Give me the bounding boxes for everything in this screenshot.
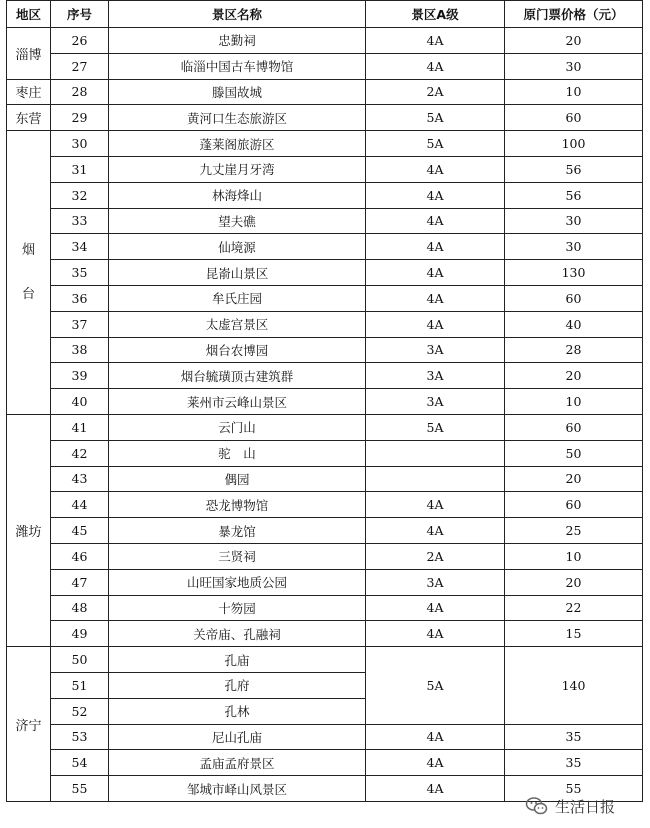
table-row (7, 440, 643, 466)
number-cell: 43 (51, 466, 109, 492)
table-row (7, 234, 643, 260)
number-cell: 38 (51, 337, 109, 363)
table-row (7, 518, 643, 544)
price-cell: 60 (505, 492, 643, 518)
number-cell: 30 (51, 131, 109, 157)
price-cell: 15 (505, 621, 643, 647)
table-row (7, 414, 643, 440)
price-cell: 25 (505, 518, 643, 544)
region-cell: 淄博 (7, 28, 51, 80)
a-grade-cell: 4A (366, 53, 505, 79)
scenic-price-table (6, 0, 643, 802)
scenic-name-cell: 邹城市峄山风景区 (109, 776, 366, 802)
table-row (7, 750, 643, 776)
scenic-name-cell: 尼山孔庙 (109, 724, 366, 750)
price-cell: 100 (505, 131, 643, 157)
price-cell: 130 (505, 260, 643, 286)
number-cell: 49 (51, 621, 109, 647)
a-grade-cell: 4A (366, 311, 505, 337)
price-cell: 22 (505, 595, 643, 621)
number-cell: 28 (51, 79, 109, 105)
scenic-name-cell: 望夫礁 (109, 208, 366, 234)
scenic-name-cell: 莱州市云峰山景区 (109, 389, 366, 415)
a-grade-cell: 4A (366, 621, 505, 647)
header-number: 序号 (51, 1, 109, 28)
scenic-name-cell: 忠勤祠 (109, 28, 366, 54)
price-cell: 140 (505, 647, 643, 724)
a-grade-cell: 4A (366, 750, 505, 776)
table-row (7, 28, 643, 54)
number-cell: 48 (51, 595, 109, 621)
a-grade-cell: 3A (366, 363, 505, 389)
scenic-name-cell: 云门山 (109, 414, 366, 440)
region-char: 烟 (21, 242, 35, 258)
table-row (7, 182, 643, 208)
header-a-grade: 景区A级 (366, 1, 505, 28)
table-row (7, 53, 643, 79)
a-grade-cell: 4A (366, 28, 505, 54)
price-cell: 10 (505, 543, 643, 569)
table-row (7, 466, 643, 492)
scenic-name-cell: 山旺国家地质公园 (109, 569, 366, 595)
number-cell: 46 (51, 543, 109, 569)
price-cell: 35 (505, 750, 643, 776)
table-row (7, 543, 643, 569)
number-cell: 27 (51, 53, 109, 79)
table-row (7, 311, 643, 337)
scenic-name-cell: 孔府 (109, 672, 366, 698)
a-grade-cell: 5A (366, 105, 505, 131)
number-cell: 50 (51, 647, 109, 673)
table-row (7, 595, 643, 621)
number-cell: 55 (51, 776, 109, 802)
scenic-name-cell: 孔庙 (109, 647, 366, 673)
a-grade-cell: 4A (366, 156, 505, 182)
price-cell: 10 (505, 389, 643, 415)
table-row (7, 131, 643, 157)
number-cell: 33 (51, 208, 109, 234)
table-row (7, 260, 643, 286)
watermark-label: 生活日报 (555, 797, 616, 816)
header-original-price: 原门票价格（元） (505, 1, 643, 28)
scenic-name-cell: 驼 山 (109, 440, 366, 466)
watermark (525, 792, 640, 820)
a-grade-cell: 4A (366, 285, 505, 311)
scenic-name-cell: 关帝庙、孔融祠 (109, 621, 366, 647)
price-cell: 56 (505, 156, 643, 182)
scenic-name-cell: 恐龙博物馆 (109, 492, 366, 518)
a-grade-cell: 4A (366, 776, 505, 802)
a-grade-cell: 4A (366, 182, 505, 208)
header-region: 地区 (7, 1, 51, 28)
price-cell: 35 (505, 724, 643, 750)
price-cell: 30 (505, 234, 643, 260)
scenic-name-cell: 昆嵛山景区 (109, 260, 366, 286)
price-cell: 20 (505, 363, 643, 389)
a-grade-cell (366, 440, 505, 466)
header-scenic-name: 景区名称 (109, 1, 366, 28)
scenic-name-cell: 烟台农博园 (109, 337, 366, 363)
region-cell: 潍坊 (7, 414, 51, 646)
scenic-name-cell: 烟台毓璜顶古建筑群 (109, 363, 366, 389)
number-cell: 53 (51, 724, 109, 750)
number-cell: 40 (51, 389, 109, 415)
table-row (7, 156, 643, 182)
price-cell: 60 (505, 105, 643, 131)
table-body (7, 28, 643, 802)
a-grade-cell: 4A (366, 208, 505, 234)
table-row (7, 208, 643, 234)
scenic-name-cell: 孟庙孟府景区 (109, 750, 366, 776)
scenic-name-cell: 十笏园 (109, 595, 366, 621)
region-cell (7, 131, 51, 415)
number-cell: 29 (51, 105, 109, 131)
price-cell: 55 (505, 776, 643, 802)
price-cell: 50 (505, 440, 643, 466)
a-grade-cell: 4A (366, 234, 505, 260)
scenic-name-cell: 黄河口生态旅游区 (109, 105, 366, 131)
a-grade-cell: 4A (366, 595, 505, 621)
number-cell: 32 (51, 182, 109, 208)
a-grade-cell: 2A (366, 543, 505, 569)
table-row (7, 285, 643, 311)
number-cell: 42 (51, 440, 109, 466)
a-grade-cell (366, 466, 505, 492)
scenic-name-cell: 牟氏庄园 (109, 285, 366, 311)
number-cell: 26 (51, 28, 109, 54)
table-row (7, 363, 643, 389)
scenic-name-cell: 九丈崖月牙湾 (109, 156, 366, 182)
a-grade-cell: 5A (366, 414, 505, 440)
region-char: 台 (21, 286, 35, 302)
region-cell: 东营 (7, 105, 51, 131)
price-cell: 30 (505, 53, 643, 79)
a-grade-cell: 4A (366, 724, 505, 750)
table-row (7, 647, 643, 673)
scenic-name-cell: 暴龙馆 (109, 518, 366, 544)
table-row (7, 105, 643, 131)
scenic-name-cell: 林海烽山 (109, 182, 366, 208)
a-grade-cell: 3A (366, 569, 505, 595)
number-cell: 41 (51, 414, 109, 440)
a-grade-cell: 3A (366, 389, 505, 415)
number-cell: 44 (51, 492, 109, 518)
scenic-name-cell: 三贤祠 (109, 543, 366, 569)
table-row (7, 79, 643, 105)
number-cell: 36 (51, 285, 109, 311)
wechat-icon (525, 794, 549, 818)
number-cell: 51 (51, 672, 109, 698)
price-cell: 40 (505, 311, 643, 337)
scenic-name-cell: 偶园 (109, 466, 366, 492)
a-grade-cell: 5A (366, 647, 505, 724)
price-cell: 28 (505, 337, 643, 363)
number-cell: 45 (51, 518, 109, 544)
header-row (7, 1, 643, 28)
price-cell: 20 (505, 28, 643, 54)
a-grade-cell: 3A (366, 337, 505, 363)
price-cell: 60 (505, 414, 643, 440)
price-cell: 30 (505, 208, 643, 234)
number-cell: 34 (51, 234, 109, 260)
number-cell: 31 (51, 156, 109, 182)
region-cell: 济宁 (7, 647, 51, 802)
table-row (7, 389, 643, 415)
scenic-name-cell: 滕国故城 (109, 79, 366, 105)
number-cell: 47 (51, 569, 109, 595)
scenic-name-cell: 临淄中国古车博物馆 (109, 53, 366, 79)
number-cell: 37 (51, 311, 109, 337)
scenic-name-cell: 孔林 (109, 698, 366, 724)
price-cell: 60 (505, 285, 643, 311)
price-cell: 20 (505, 569, 643, 595)
price-cell: 20 (505, 466, 643, 492)
number-cell: 52 (51, 698, 109, 724)
a-grade-cell: 4A (366, 260, 505, 286)
number-cell: 39 (51, 363, 109, 389)
price-cell: 10 (505, 79, 643, 105)
a-grade-cell: 4A (366, 492, 505, 518)
scenic-name-cell: 太虚宫景区 (109, 311, 366, 337)
number-cell: 54 (51, 750, 109, 776)
region-cell: 枣庄 (7, 79, 51, 105)
table-row (7, 492, 643, 518)
table-row (7, 621, 643, 647)
scenic-name-cell: 仙境源 (109, 234, 366, 260)
table-row (7, 337, 643, 363)
a-grade-cell: 2A (366, 79, 505, 105)
number-cell: 35 (51, 260, 109, 286)
table-row (7, 569, 643, 595)
scenic-name-cell: 蓬莱阁旅游区 (109, 131, 366, 157)
price-cell: 56 (505, 182, 643, 208)
a-grade-cell: 4A (366, 518, 505, 544)
a-grade-cell: 5A (366, 131, 505, 157)
table-row (7, 724, 643, 750)
